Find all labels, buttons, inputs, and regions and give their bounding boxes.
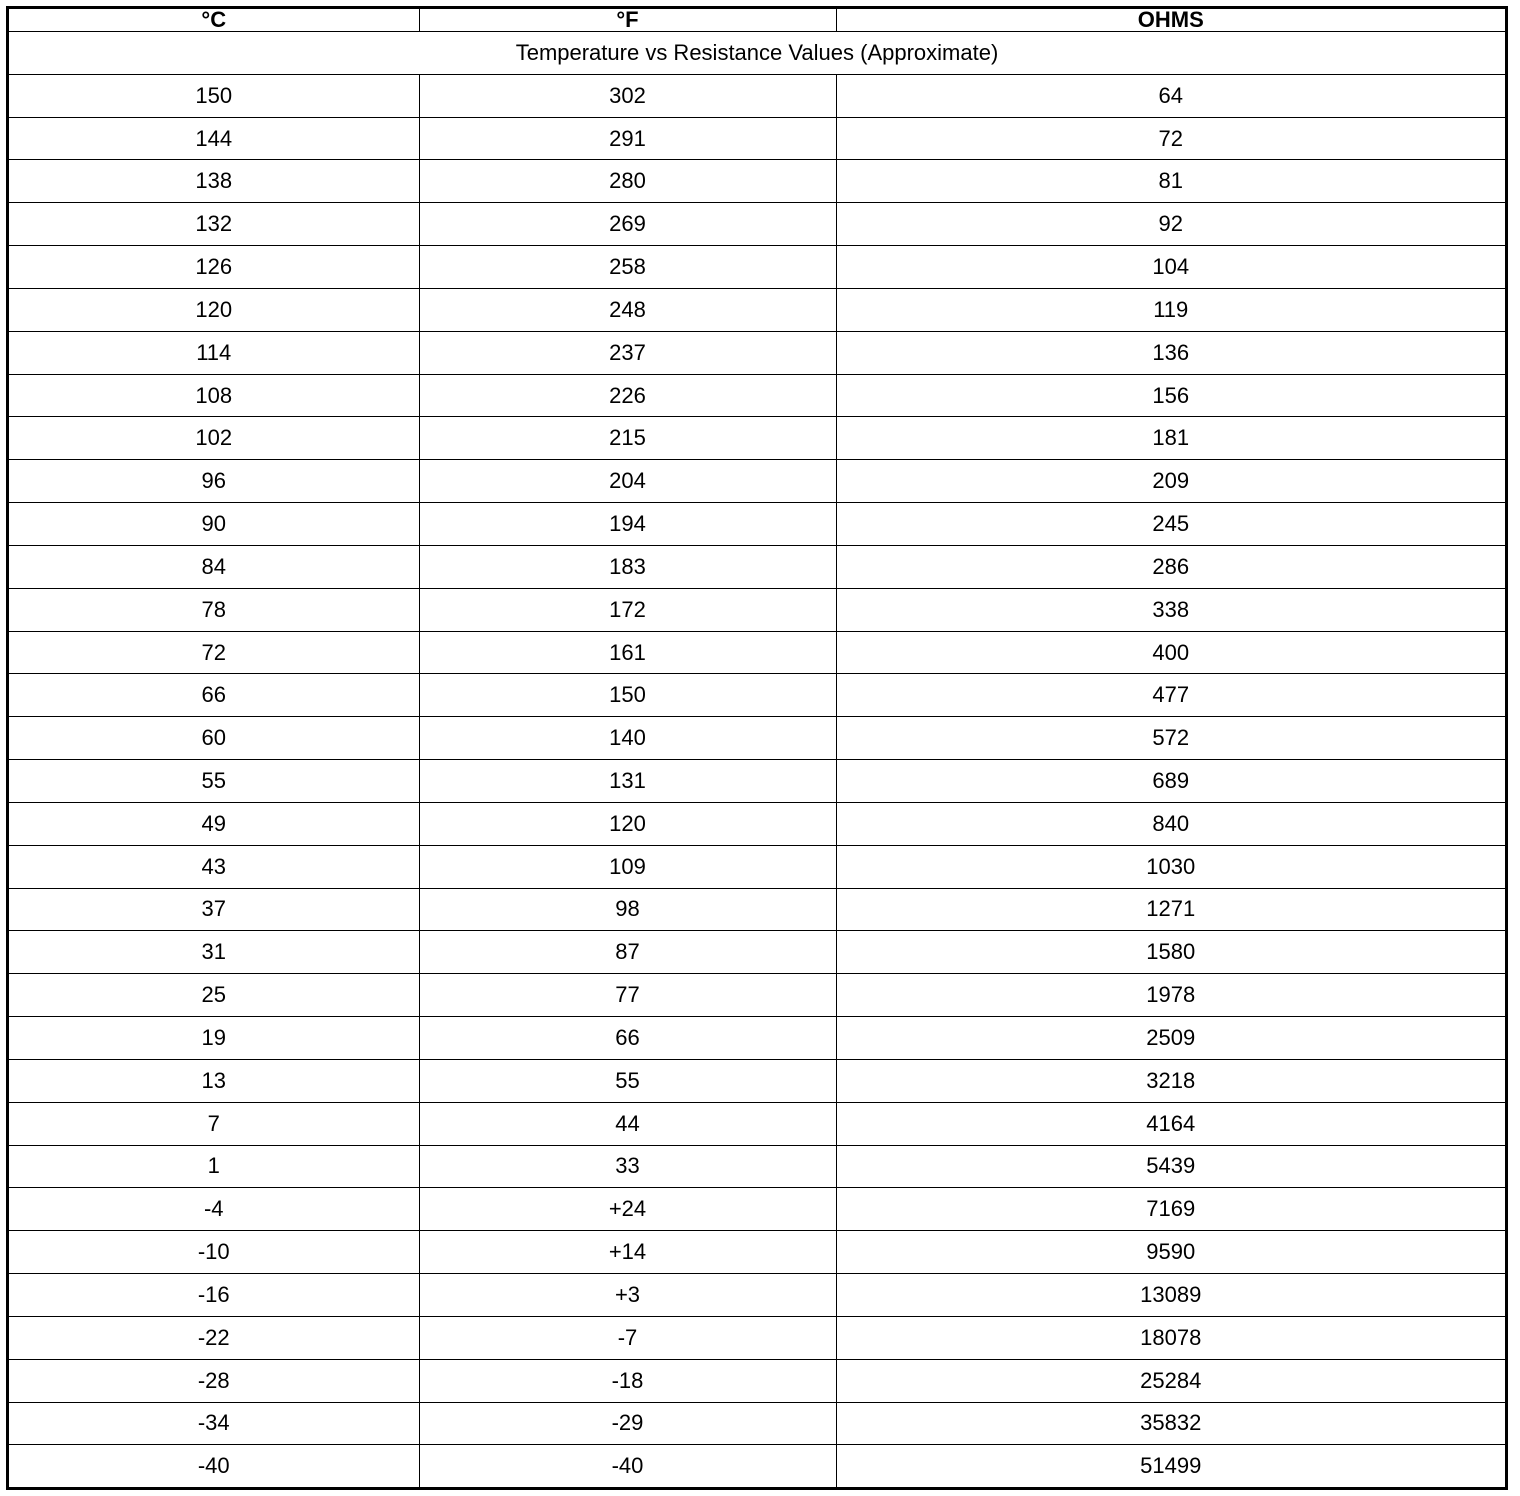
cell-celsius: 102 [9,417,419,460]
table-row [9,845,1505,888]
cell-fahrenheit: 44 [419,1102,836,1145]
cell-ohms: 136 [836,331,1505,374]
table-row [9,460,1505,503]
header-ohms: OHMS [836,9,1505,32]
table-row [9,1102,1505,1145]
table-row [9,331,1505,374]
cell-ohms: 245 [836,503,1505,546]
cell-ohms: 72 [836,117,1505,160]
cell-celsius: 126 [9,246,419,289]
cell-celsius: -22 [9,1316,419,1359]
cell-ohms: 1580 [836,931,1505,974]
cell-fahrenheit: +3 [419,1274,836,1317]
cell-fahrenheit: -29 [419,1402,836,1445]
cell-celsius: 13 [9,1059,419,1102]
cell-fahrenheit: 109 [419,845,836,888]
cell-fahrenheit: 131 [419,760,836,803]
table-row [9,1059,1505,1102]
cell-ohms: 2509 [836,1017,1505,1060]
cell-fahrenheit: 258 [419,246,836,289]
cell-ohms: 104 [836,246,1505,289]
cell-fahrenheit: 291 [419,117,836,160]
table-row [9,802,1505,845]
cell-celsius: 60 [9,717,419,760]
cell-ohms: 25284 [836,1359,1505,1402]
cell-celsius: 138 [9,160,419,203]
cell-fahrenheit: 183 [419,545,836,588]
cell-ohms: 119 [836,288,1505,331]
table-row [9,417,1505,460]
cell-fahrenheit: +14 [419,1231,836,1274]
cell-fahrenheit: 55 [419,1059,836,1102]
cell-celsius: 19 [9,1017,419,1060]
cell-celsius: 132 [9,203,419,246]
cell-fahrenheit: +24 [419,1188,836,1231]
cell-ohms: 156 [836,374,1505,417]
cell-fahrenheit: 248 [419,288,836,331]
cell-fahrenheit: -7 [419,1316,836,1359]
cell-fahrenheit: 120 [419,802,836,845]
cell-celsius: 84 [9,545,419,588]
cell-fahrenheit: 161 [419,631,836,674]
cell-celsius: 96 [9,460,419,503]
table-row [9,1145,1505,1188]
cell-ohms: 51499 [836,1445,1505,1487]
table-row [9,717,1505,760]
cell-fahrenheit: 150 [419,674,836,717]
table-row [9,503,1505,546]
cell-celsius: 7 [9,1102,419,1145]
cell-celsius: 72 [9,631,419,674]
cell-celsius: 66 [9,674,419,717]
cell-fahrenheit: 33 [419,1145,836,1188]
table-row [9,674,1505,717]
cell-ohms: 3218 [836,1059,1505,1102]
cell-celsius: 43 [9,845,419,888]
cell-celsius: 78 [9,588,419,631]
table-row [9,74,1505,117]
table-row [9,1402,1505,1445]
table-row [9,1231,1505,1274]
cell-fahrenheit: 140 [419,717,836,760]
cell-ohms: 92 [836,203,1505,246]
cell-celsius: -16 [9,1274,419,1317]
cell-celsius: 150 [9,74,419,117]
cell-ohms: 572 [836,717,1505,760]
cell-ohms: 18078 [836,1316,1505,1359]
cell-ohms: 4164 [836,1102,1505,1145]
cell-fahrenheit: 204 [419,460,836,503]
cell-fahrenheit: 280 [419,160,836,203]
cell-ohms: 840 [836,802,1505,845]
cell-fahrenheit: 77 [419,974,836,1017]
cell-ohms: 209 [836,460,1505,503]
cell-celsius: 25 [9,974,419,1017]
cell-celsius: 55 [9,760,419,803]
cell-ohms: 81 [836,160,1505,203]
cell-ohms: 477 [836,674,1505,717]
cell-fahrenheit: 269 [419,203,836,246]
table-row [9,974,1505,1017]
cell-celsius: -10 [9,1231,419,1274]
caption-row [9,32,1505,75]
table-row [9,246,1505,289]
cell-celsius: -34 [9,1402,419,1445]
table-row [9,1316,1505,1359]
table-row [9,288,1505,331]
cell-ohms: 1978 [836,974,1505,1017]
cell-ohms: 181 [836,417,1505,460]
cell-fahrenheit: 98 [419,888,836,931]
cell-celsius: 31 [9,931,419,974]
cell-fahrenheit: 302 [419,74,836,117]
table-row [9,160,1505,203]
cell-ohms: 7169 [836,1188,1505,1231]
cell-fahrenheit: 66 [419,1017,836,1060]
cell-ohms: 1271 [836,888,1505,931]
cell-celsius: -28 [9,1359,419,1402]
cell-celsius: 144 [9,117,419,160]
table-row [9,631,1505,674]
cell-fahrenheit: -40 [419,1445,836,1487]
table-row [9,888,1505,931]
table-row [9,931,1505,974]
cell-celsius: -4 [9,1188,419,1231]
table-row [9,760,1505,803]
cell-ohms: 5439 [836,1145,1505,1188]
cell-fahrenheit: 172 [419,588,836,631]
table-row [9,1017,1505,1060]
header-celsius: °C [9,9,419,32]
cell-fahrenheit: 194 [419,503,836,546]
cell-ohms: 64 [836,74,1505,117]
cell-celsius: 1 [9,1145,419,1188]
cell-celsius: 37 [9,888,419,931]
cell-celsius: -40 [9,1445,419,1487]
cell-fahrenheit: 87 [419,931,836,974]
cell-ohms: 13089 [836,1274,1505,1317]
table-row [9,1188,1505,1231]
table-row [9,545,1505,588]
cell-ohms: 286 [836,545,1505,588]
table-row [9,588,1505,631]
cell-fahrenheit: 226 [419,374,836,417]
cell-ohms: 338 [836,588,1505,631]
cell-fahrenheit: 237 [419,331,836,374]
cell-celsius: 108 [9,374,419,417]
table-row [9,203,1505,246]
header-fahrenheit: °F [419,9,836,32]
table-row [9,1359,1505,1402]
cell-celsius: 49 [9,802,419,845]
cell-ohms: 1030 [836,845,1505,888]
header-row [9,9,1505,32]
cell-ohms: 689 [836,760,1505,803]
table-frame [6,6,1508,1490]
table-row [9,117,1505,160]
cell-ohms: 400 [836,631,1505,674]
cell-ohms: 9590 [836,1231,1505,1274]
table-row [9,1445,1505,1487]
temperature-resistance-table [9,9,1505,1487]
cell-celsius: 90 [9,503,419,546]
cell-celsius: 120 [9,288,419,331]
table-row [9,1274,1505,1317]
table-caption: Temperature vs Resistance Values (Approximate) [9,32,1505,75]
cell-fahrenheit: 215 [419,417,836,460]
table-row [9,374,1505,417]
cell-celsius: 114 [9,331,419,374]
cell-ohms: 35832 [836,1402,1505,1445]
cell-fahrenheit: -18 [419,1359,836,1402]
